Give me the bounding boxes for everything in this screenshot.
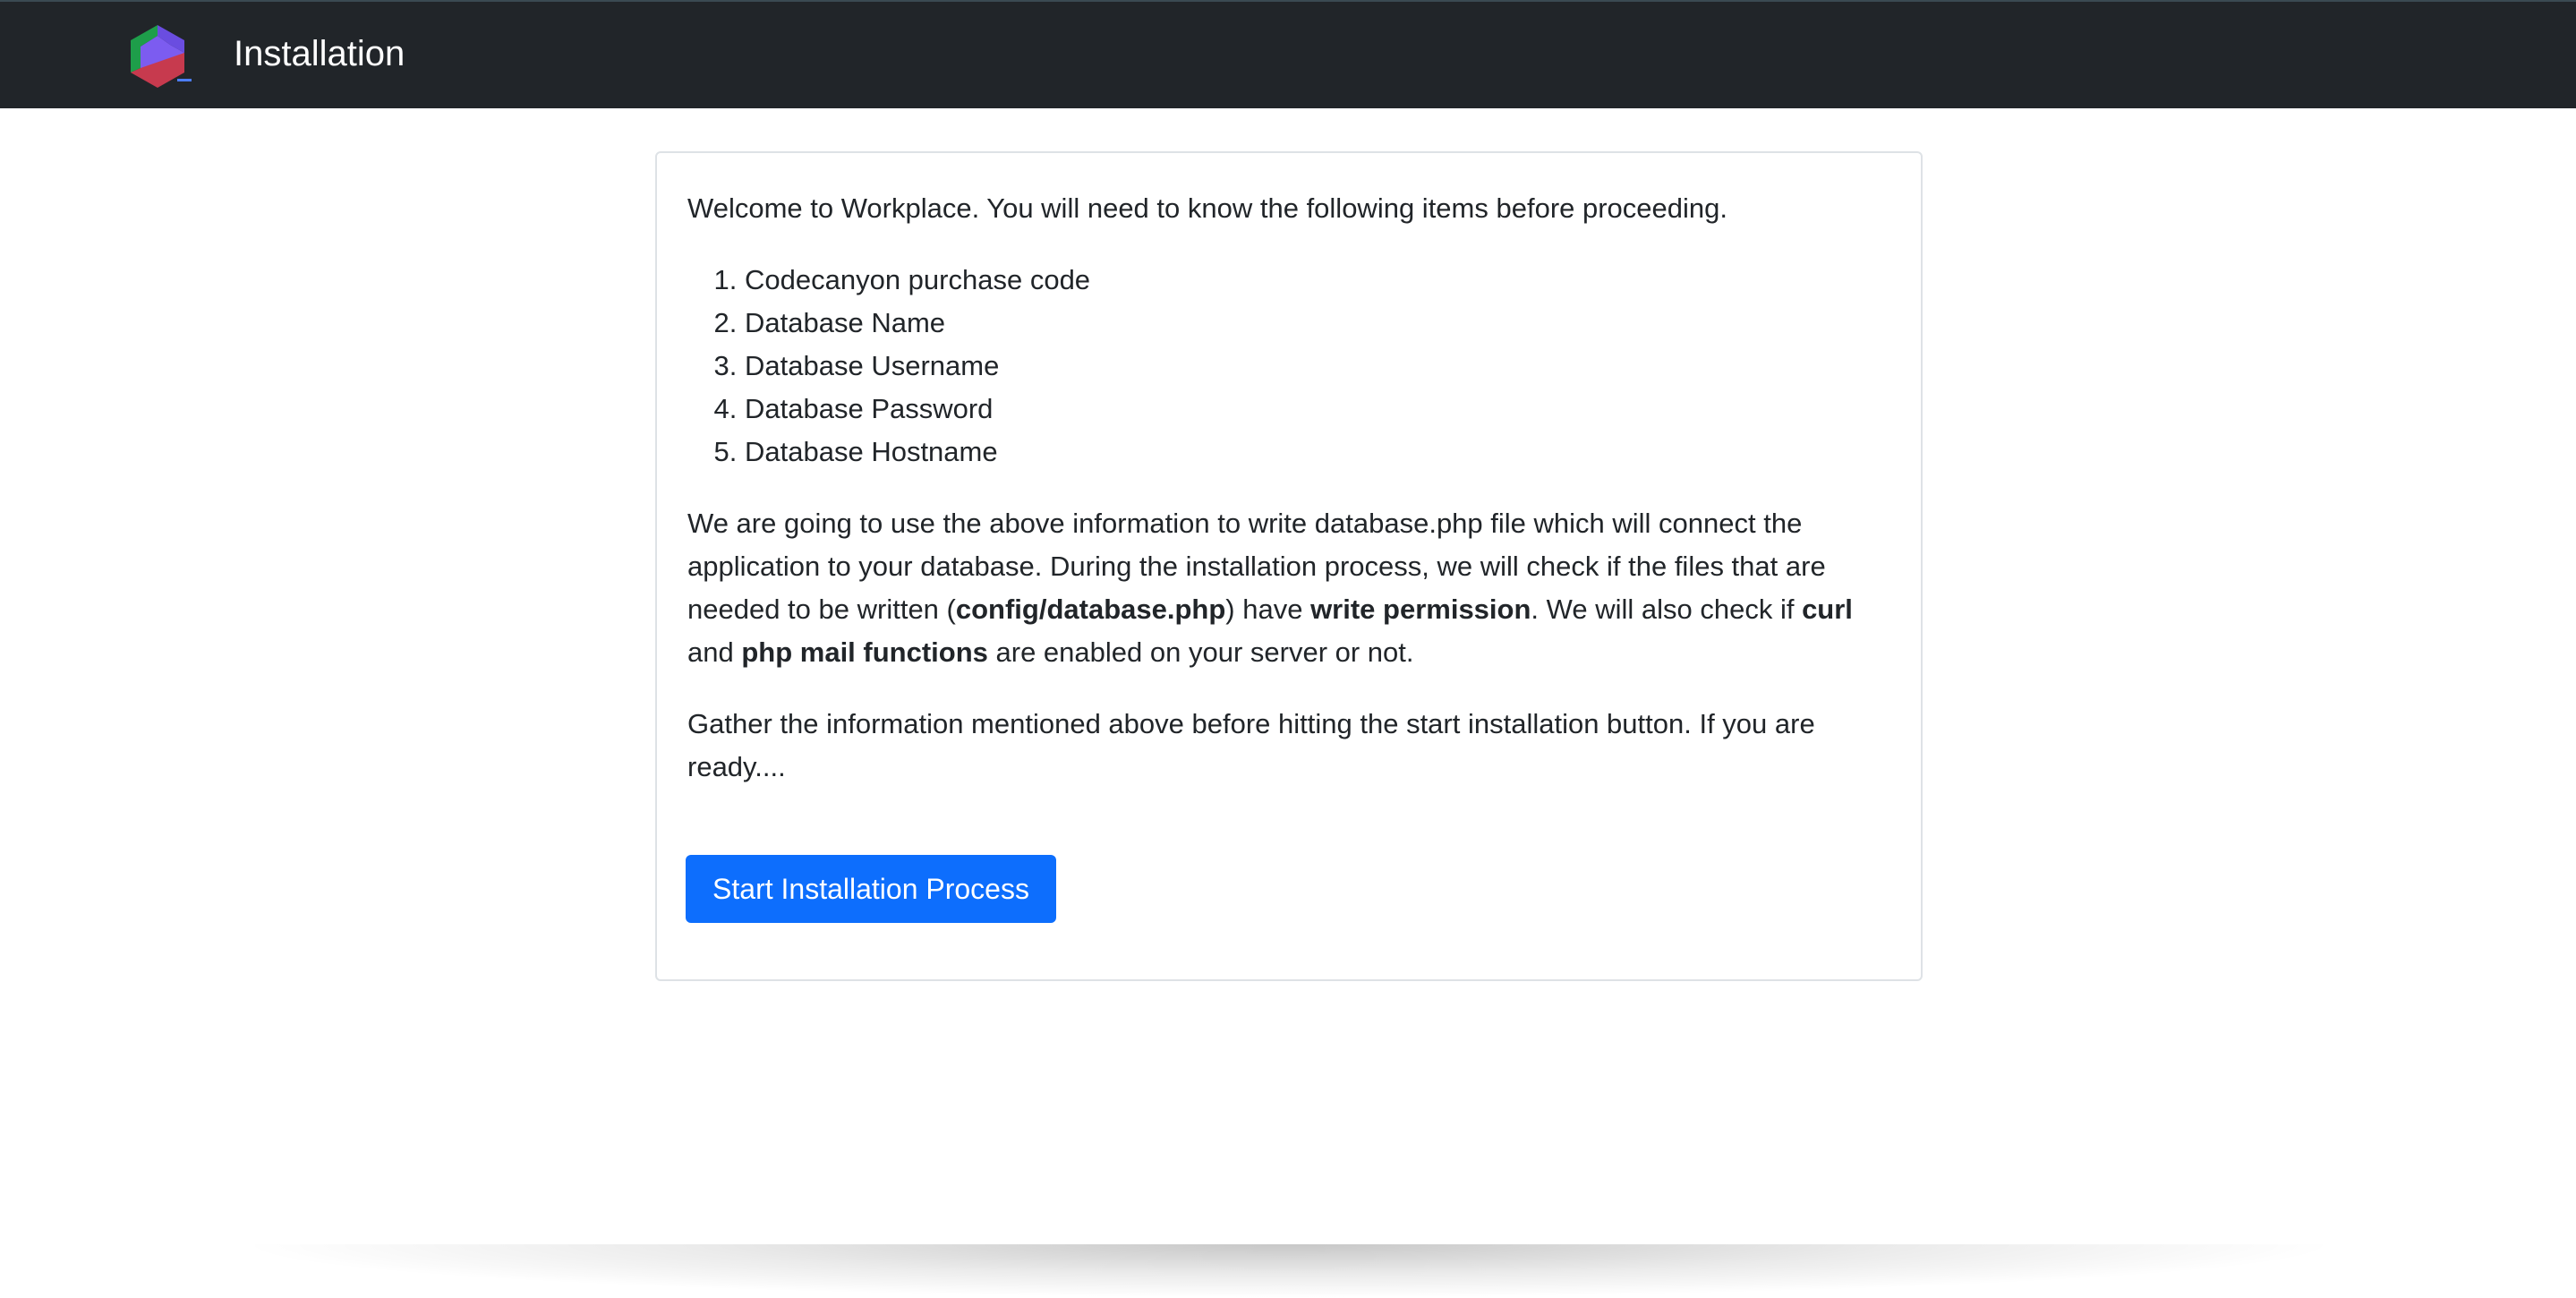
curl-text: curl	[1802, 593, 1853, 625]
list-item: 5. Database Hostname	[745, 431, 1896, 474]
top-navbar	[0, 0, 2576, 108]
list-item: 1. Codecanyon purchase code	[745, 259, 1896, 302]
intro-text: Welcome to Workplace. You will need to know the following items before proceeding.	[687, 192, 1728, 224]
list-item: 4. Database Password	[745, 388, 1896, 431]
write-permission-text: write permission	[1310, 593, 1531, 625]
php-mail-text: php mail functions	[741, 636, 988, 668]
hexagon-play-logo-icon	[125, 25, 193, 88]
installation-card	[655, 151, 1923, 981]
info-paragraph	[687, 502, 1896, 674]
info-text: and	[687, 636, 742, 668]
info-text: We are going to use the above information to write database.php file which will connect the application to your database. During the installation process, we will check if the files that are needed to be written (	[687, 508, 1826, 625]
info-text: are enabled on your server or not.	[987, 636, 1414, 668]
info-text: . We will also check if	[1531, 593, 1803, 625]
list-item: 2. Database Name	[745, 302, 1896, 345]
requirements-list	[687, 259, 1896, 474]
config-file-name: config/database.php	[955, 593, 1226, 625]
start-installation-button[interactable]: Start Installation Process	[686, 855, 1056, 923]
card-body	[687, 187, 1896, 789]
info-text: ) have	[1225, 593, 1311, 625]
window-shadow	[233, 1244, 2345, 1298]
gather-text: Gather the information mentioned above before hitting the start installation button. If you are ready....	[687, 708, 1815, 782]
page-title: Installation	[234, 34, 405, 73]
list-item: 3. Database Username	[745, 345, 1896, 388]
